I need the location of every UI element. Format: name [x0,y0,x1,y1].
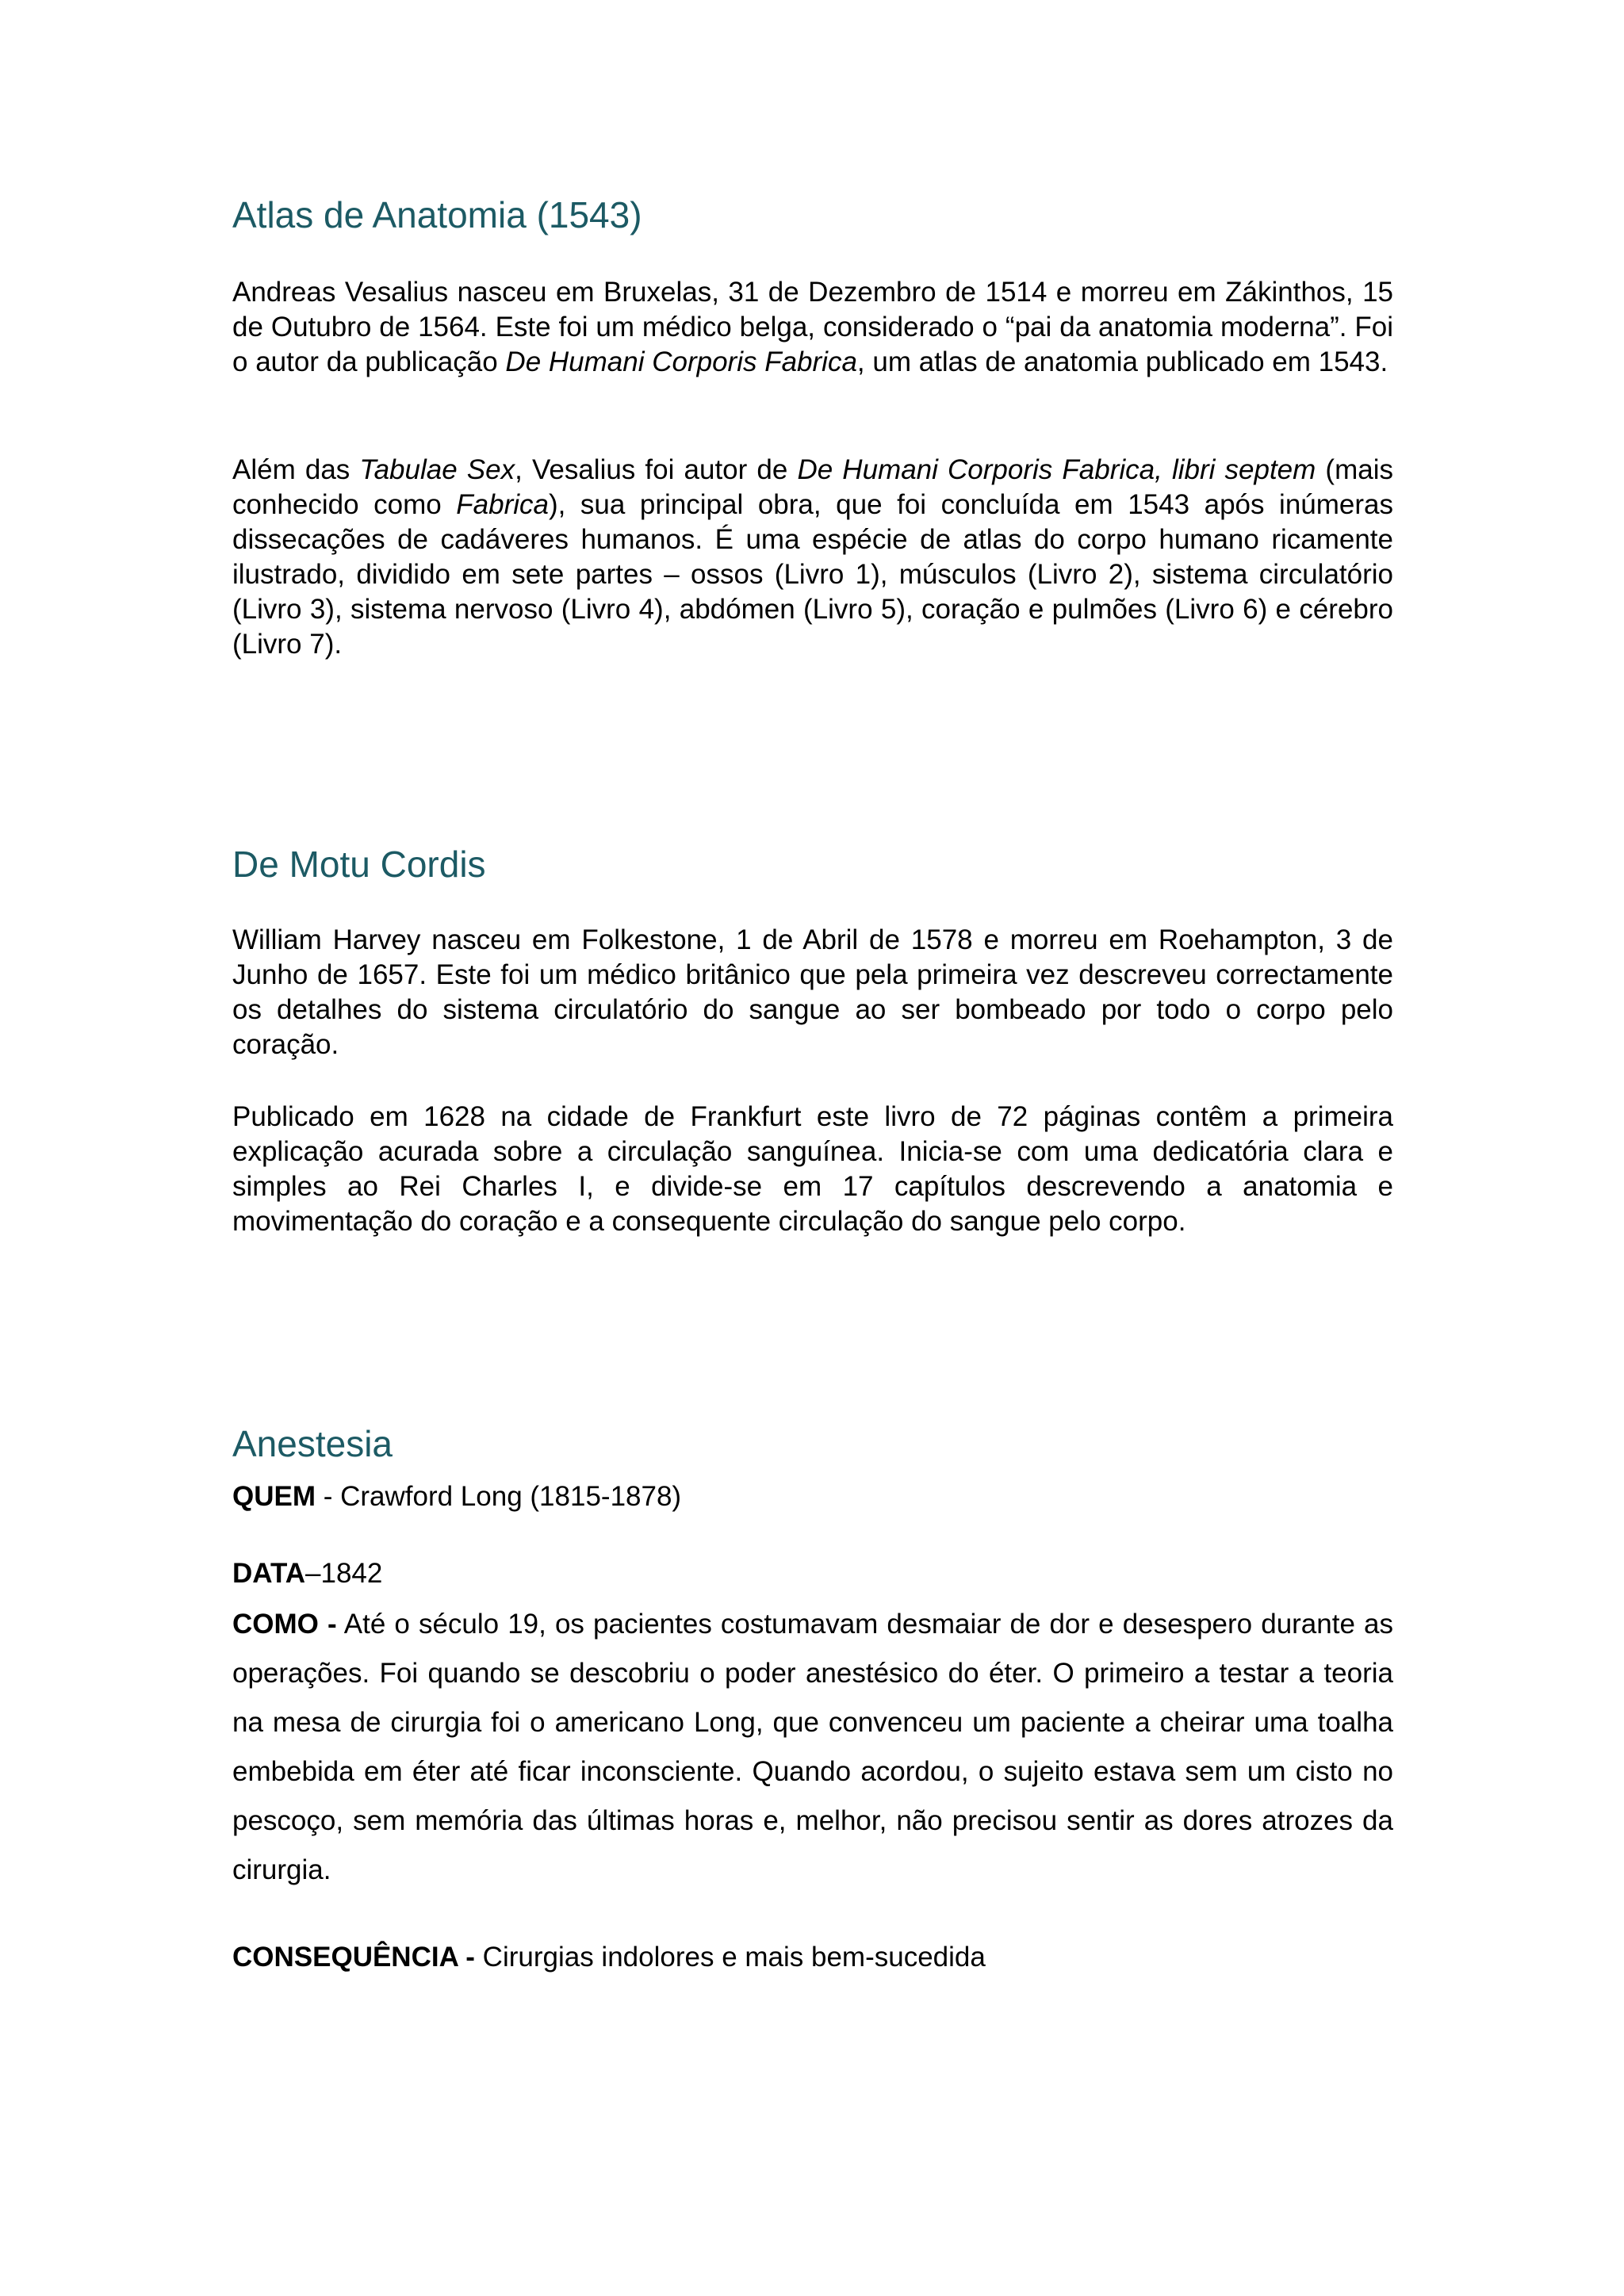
section-title: Anestesia [232,1423,393,1464]
paragraph-de-motu-cordis [232,1100,1393,1239]
data-line [232,1556,1393,1591]
como-paragraph [232,1600,1393,1895]
section-anestesia [232,1422,1393,1466]
text: –1842 [305,1558,383,1589]
text: Até o século 19, os pacientes costumavam desmaiar de dor e desespero durante as operações. Foi quando se descobriu o poder anestésico do éter. O primeiro a testar a teoria na mesa de cirurgia foi o americano Long, que convenceu um paciente a cheirar uma toalha embebida em éter até ficar inconsciente. Quando acordou, o sujeito estava sem um cisto no pescoço, sem memória das últimas horas e, melhor, não precisou sentir as dores atrozes da cirurgia. [232,1609,1393,1885]
text: , Vesalius foi autor de [515,454,798,485]
paragraph [232,453,1393,662]
paragraph: Publicado em 1628 na cidade de Frankfurt este livro de 72 páginas contêm a primeira explicação acurada sobre a circulação sanguínea. Inicia-se com uma dedicatória clara e simples ao Rei Charles I, e divide-se em 17 capítulos descrevendo a anatomia e movimentação do coração e a consequente circulação do sangue pelo corpo. [232,1101,1393,1237]
paragraph: William Harvey nasceu em Folkestone, 1 de Abril de 1578 e morreu em Roehampton, 3 de Junho de 1657. Este foi um médico britânico que pela primeira vez descreveu correctamente os detalhes do sistema circulatório do sangue ao ser bombeado por todo o corpo pelo coração. [232,924,1393,1060]
bold-label: COMO - [232,1609,337,1640]
paragraph-harvey-bio [232,923,1393,1062]
text: ), sua principal obra, que foi concluída em 1543 após inúmeras dissecações de cadáveres humanos. É uma espécie de atlas do corpo humano ricamente ilustrado, dividido em sete partes – ossos (Livro 1), músculos (Livro 2), sistema circulatório (Livro 3), sistema nervoso (Livro 4), abdómen (Livro 5), coração e pulmões (Livro 6) e cérebro (Livro 7). [232,489,1394,660]
bold-label: QUEM [232,1481,316,1512]
paragraph-vesalius-bio [232,275,1393,380]
paragraph [232,1479,1393,1514]
italic-title: De Humani Corporis Fabrica, libri septem [797,454,1316,485]
paragraph [232,275,1393,380]
text: Cirurgias indolores e mais bem-sucedida [474,1942,986,1973]
text: (mais conhecido como [232,454,1393,520]
text: , um atlas de anatomia publicado em 1543. [856,346,1388,377]
text: - Crawford Long (1815-1878) [316,1481,682,1512]
text: Além das [232,454,360,485]
italic-title: Tabulae Sex [359,454,515,485]
section-atlas-anatomia [232,193,1393,237]
paragraph-fabrica [232,453,1393,662]
consequencia-line [232,1940,1393,1975]
italic-title: De Humani Corporis Fabrica [505,346,857,377]
bold-label: DATA [232,1558,306,1589]
quem-line [232,1479,1393,1514]
paragraph [232,1600,1393,1895]
section-de-motu-cordis [232,842,1393,886]
paragraph [232,1556,1393,1591]
section-title: De Motu Cordis [232,844,486,885]
bold-label: CONSEQUÊNCIA - [232,1942,475,1973]
italic-title: Fabrica [456,489,549,520]
paragraph [232,1940,1393,1975]
text: Andreas Vesalius nasceu em Bruxelas, 31 de Dezembro de 1514 e morreu em Zákinthos, 15 de Outubro de 1564. Este foi um médico belga, considerado o “pai da anatomia moderna”. Foi o autor da publicação [232,277,1393,377]
section-title: Atlas de Anatomia (1543) [232,194,642,235]
